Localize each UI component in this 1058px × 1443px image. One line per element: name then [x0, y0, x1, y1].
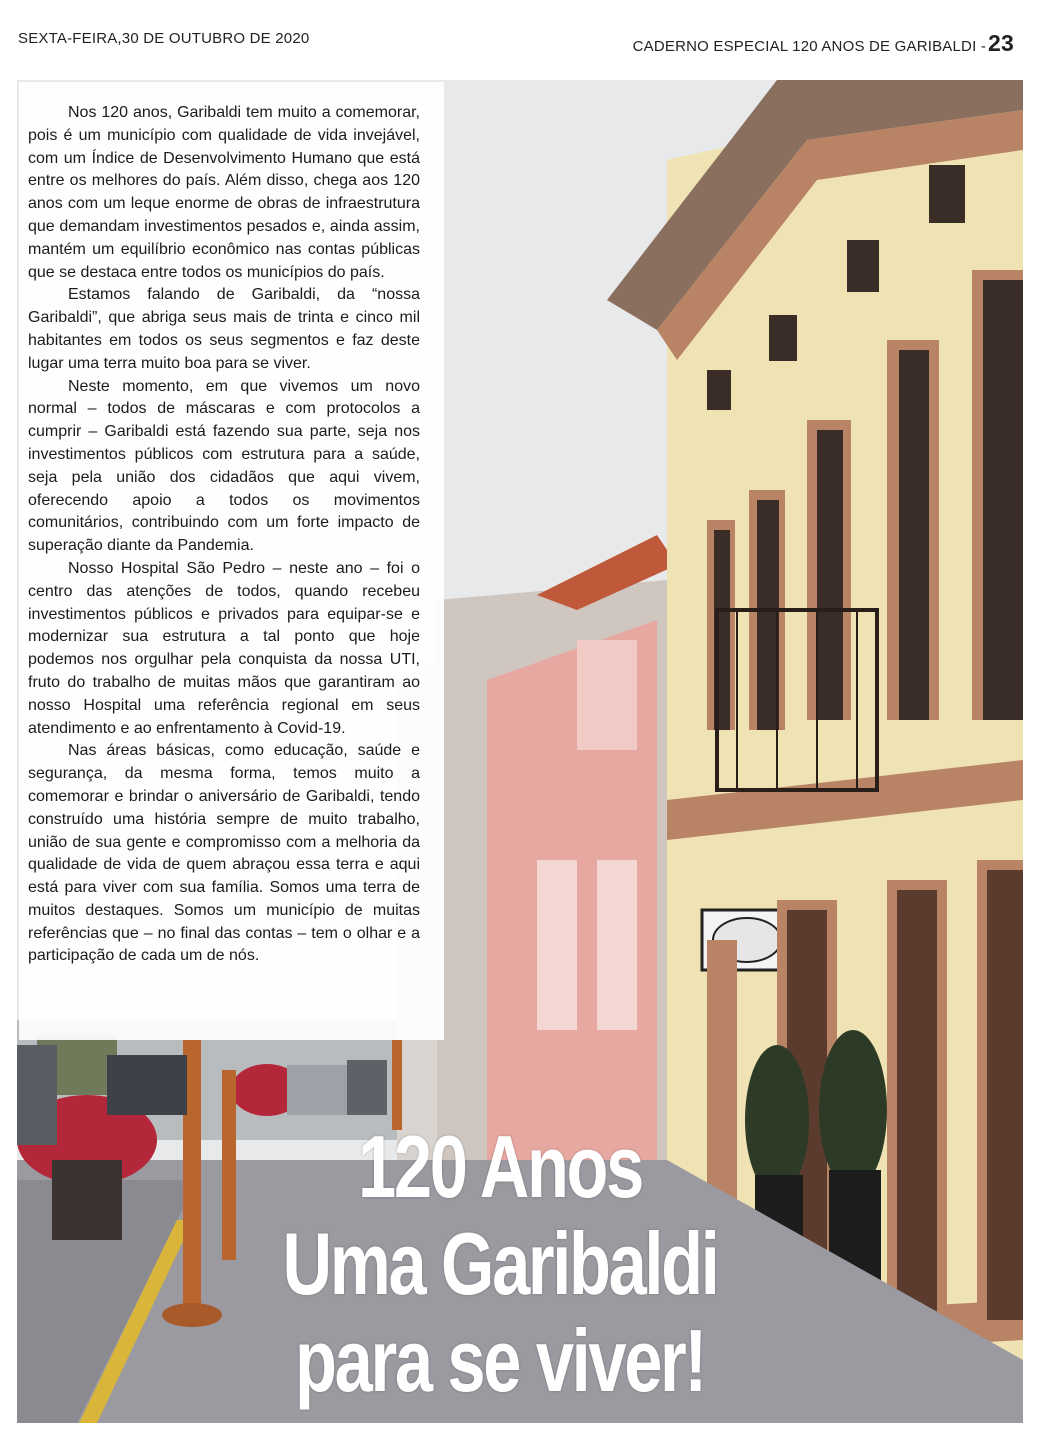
- header-date: SEXTA-FEIRA,30 DE OUTUBRO DE 2020: [18, 30, 310, 47]
- article-paragraph: Nas áreas básicas, como educação, saúde e segurança, da mesma forma, temos muito a comemorar e brindar o aniversário de Garibaldi, tendo construído uma história sempre de muito trabalho, união de sua gente e compromisso com a melhoria da qualidade de vida de quem abraçou essa terra e aqui está para viver com sua família. Somos uma terra de muitos destaques. Somos um município de muitas referências que – no final das contas – tem o olhar e a participação de cada um de nós.: [28, 742, 420, 965]
- header-section: [633, 30, 1014, 57]
- article-paragraph: Nos 120 anos, Garibaldi tem muito a comemorar, pois é um município com qualidade de vida invejável, com um Índice de Desenvolvimento Humano que está entre os melhores do país. Além disso, chega aos 120 anos com um leque enorme de obras de infraestrutura que demandam investimentos pesados e, ainda assim, mantém um equilíbrio econômico nas contas públicas que se destaca entre todos os municípios do país.: [28, 104, 420, 281]
- headline-line-2: Uma Garibaldi: [282, 1214, 718, 1313]
- article-body: [28, 102, 420, 968]
- page-number: 23: [988, 30, 1014, 56]
- section-title: CADERNO ESPECIAL 120 ANOS DE GARIBALDI -: [632, 38, 987, 55]
- headline-line-3: para se viver!: [295, 1311, 705, 1410]
- headline-line-1: 120 Anos: [358, 1117, 642, 1216]
- article-paragraph: Nosso Hospital São Pedro – neste ano – foi o centro das atenções de todos, quando recebeu investimentos públicos e privados para equipar-se e modernizar sua estrutura a tal ponto que hoje podemos nos orgulhar pela conquista da nossa UTI, fruto do trabalho de muitas mãos que garantiram ao nosso Hospital uma referência regional em seus atendimento e ao enfrentamento à Covid-19.: [28, 559, 420, 737]
- article-paragraph: Estamos falando de Garibaldi, da “nossa Garibaldi”, que abriga seus mais de trinta e cinco mil habitantes em todos os seus segmentos e faz deste lugar uma terra muito boa para se viver.: [28, 286, 420, 372]
- headline: [250, 1118, 749, 1409]
- article-paragraph: Neste momento, em que vivemos um novo normal – todos de máscaras e com protocolos a cumprir – Garibaldi está fazendo sua parte, seja nos investimentos públicos com estrutura para a saúde, seja pela união dos cidadãos que aqui vivem, oferecendo apoio a todos os movimentos comunitários, contribuindo com um forte impacto de superação diante da Pandemia.: [28, 377, 420, 555]
